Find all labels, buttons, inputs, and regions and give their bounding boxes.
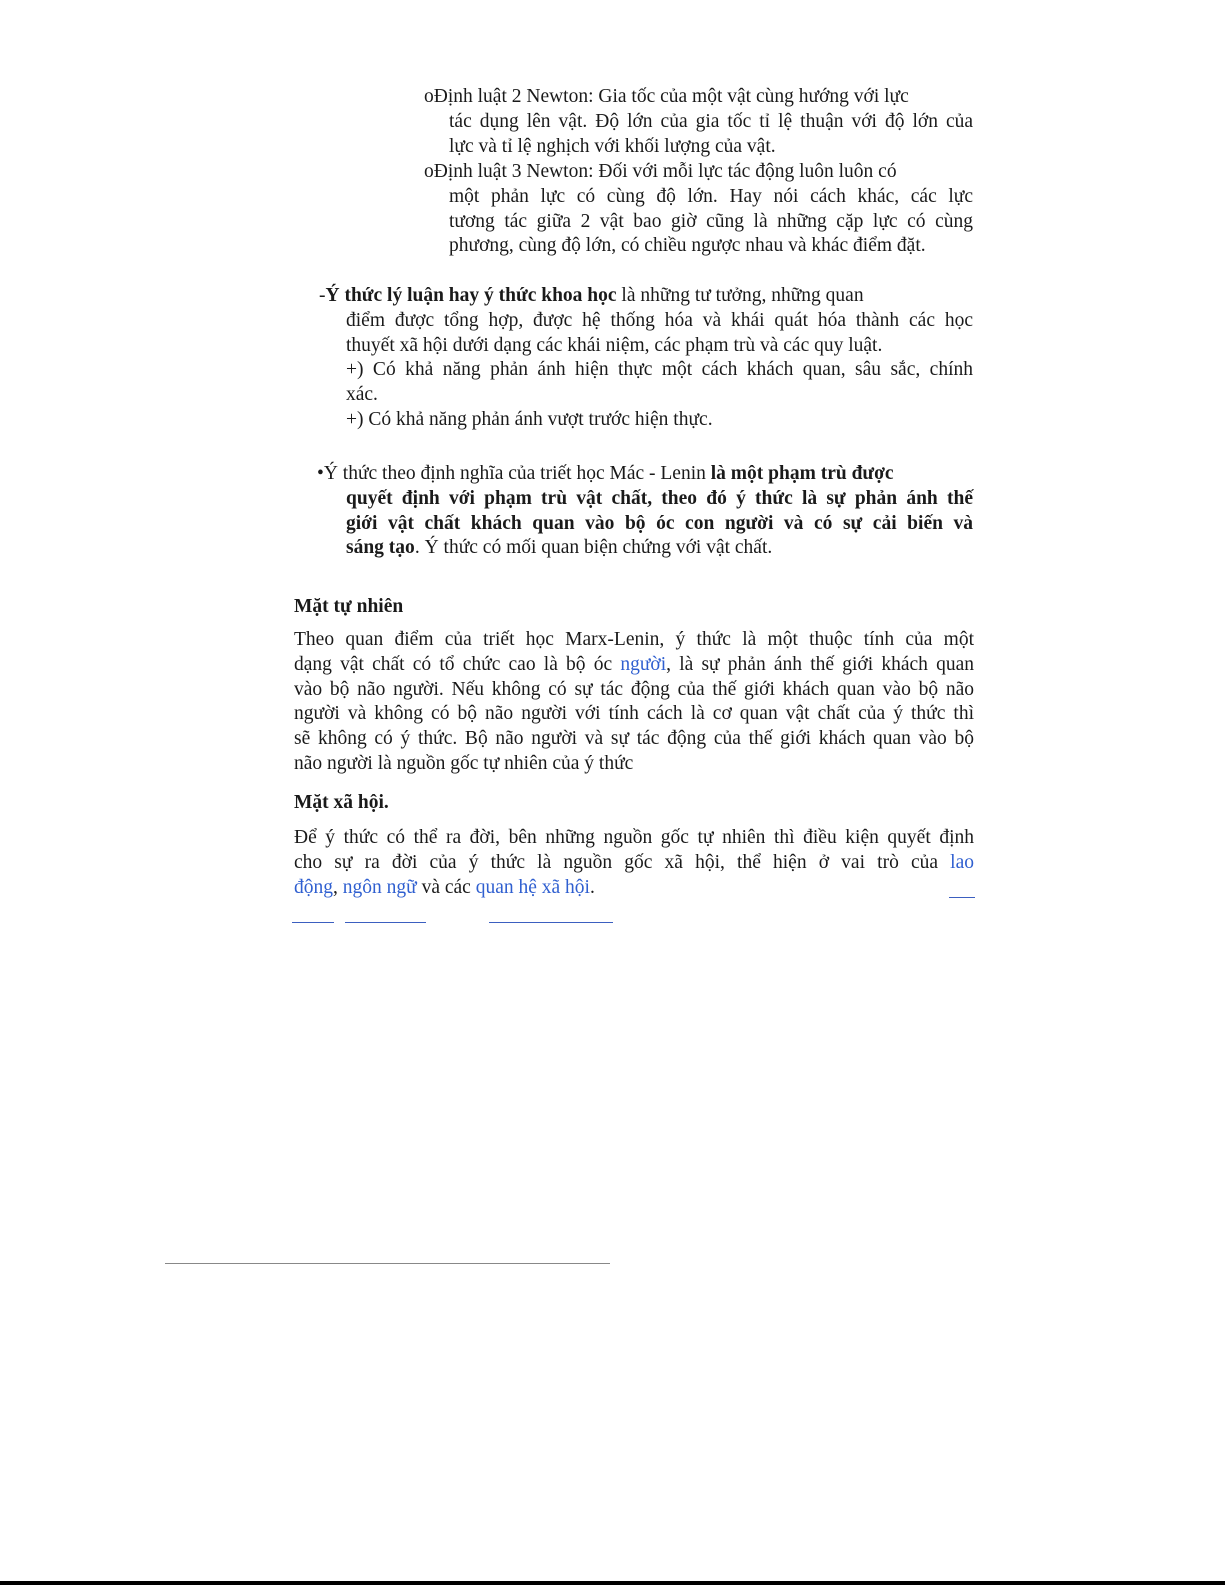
link-underline-fragment [292, 922, 334, 923]
social-line-3: động, ngôn ngữ và các quan hệ xã hội. [294, 876, 595, 898]
footnote-separator [165, 1263, 610, 1264]
theory-paragraph: -Ý thức lý luận hay ý thức khoa học là những tư tưởng, những quan điểm được tổng hợp, được hệ thống hóa và khái quát hóa thành các học thuyết xã hội dưới dạng các khái niệm, các phạm trù và các quy luật. +) Có khả năng phản ánh hiện thực một cách khách quan, sâu sắc, chính xác. +) Có khả năng phản ánh vượt trước hiện thực. [319, 284, 973, 433]
theory-term: Ý thức lý luận hay ý thức khoa học [325, 285, 617, 306]
link-lao-dong-cont[interactable]: động [294, 876, 333, 898]
link-lao-dong[interactable]: lao [950, 851, 974, 873]
page-bottom-edge [0, 1581, 1225, 1585]
dash-bullet: - [319, 285, 326, 306]
law2-first-line: oĐịnh luật 2 Newton: Gia tốc của một vật cùng hướng với lực [424, 86, 909, 107]
section-heading-natural: Mặt tự nhiên [294, 596, 404, 617]
natural-paragraph: Theo quan điểm của triết học Marx-Lenin, ý thức là một thuộc tính của một dạng vật chất có tổ chức cao là bộ óc người, là sự phản ánh thế giới khách quan vào bộ não người. Nếu không có sự tác động của thế giới khách quan vào bộ não người và không có bộ não người với tính cách là cơ quan vật chất của ý thức thì sẽ không có ý thức. Bộ não người và sự tác động của thế giới khách quan vào bộ não người là nguồn gốc tự nhiên của ý thức [294, 629, 974, 774]
definition-last-line: sáng tạo. Ý thức có mối quan biện chứng với vật chất. [346, 537, 773, 559]
section-heading-social: Mặt xã hội. [294, 792, 389, 813]
circle-bullet: o [424, 86, 434, 107]
law3-first-line: oĐịnh luật 3 Newton: Đối với mỗi lực tác động luôn luôn có [424, 161, 897, 182]
link-underline-fragment [489, 922, 613, 923]
theory-first-line: -Ý thức lý luận hay ý thức khoa học là những tư tưởng, những quan [319, 285, 864, 306]
natural-line-2: dạng vật chất có tổ chức cao là bộ óc người, là sự phản ánh thế giới khách quan [294, 653, 974, 675]
definition-first-line: •Ý thức theo định nghĩa của triết học Mác - Lenin là một phạm trù được [317, 463, 894, 484]
theory-point-1: +) Có khả năng phản ánh hiện thực một cách khách quan, sâu sắc, chính [346, 359, 973, 381]
link-underline-fragment [345, 922, 426, 923]
theory-point-2: +) Có khả năng phản ánh vượt trước hiện thực. [346, 408, 713, 430]
newton-law-3: oĐịnh luật 3 Newton: Đối với mỗi lực tác động luôn luôn có một phản lực có cùng độ lớn. Hay nói cách khác, các lực tương tác giữa 2 vật bao giờ cũng là những cặp lực có cùng phương, cùng độ lớn, có chiều ngược nhau và khác điểm đặt. [424, 161, 973, 257]
bullet-dot: • [317, 463, 324, 484]
circle-bullet: o [424, 161, 434, 182]
social-paragraph: Để ý thức có thể ra đời, bên những nguồn gốc tự nhiên thì điều kiện quyết định cho sự ra đời của ý thức là nguồn gốc xã hội, thể hiện ở vai trò của lao động, ngôn ngữ và các quan hệ xã hội. [294, 826, 974, 900]
link-nguoi[interactable]: người [620, 653, 667, 675]
link-ngon-ngu[interactable]: ngôn ngữ [342, 876, 417, 898]
newton-law-2: oĐịnh luật 2 Newton: Gia tốc của một vật cùng hướng với lực tác dụng lên vật. Độ lớn của gia tốc tỉ lệ thuận với độ lớn của lực và tỉ lệ nghịch với khối lượng của vật. [424, 86, 973, 157]
definition-paragraph: •Ý thức theo định nghĩa của triết học Mác - Lenin là một phạm trù được quyết định với phạm trù vật chất, theo đó ý thức là sự phản ánh thế giới vật chất khách quan vào bộ óc con người và có sự cải biến và sáng tạo. Ý thức có mối quan biện chứng với vật chất. [317, 462, 973, 561]
social-line-2: cho sự ra đời của ý thức là nguồn gốc xã hội, thể hiện ở vai trò của lao [294, 851, 974, 873]
link-underline-fragment [949, 897, 975, 898]
link-quan-he-xa-hoi[interactable]: quan hệ xã hội [475, 876, 590, 898]
